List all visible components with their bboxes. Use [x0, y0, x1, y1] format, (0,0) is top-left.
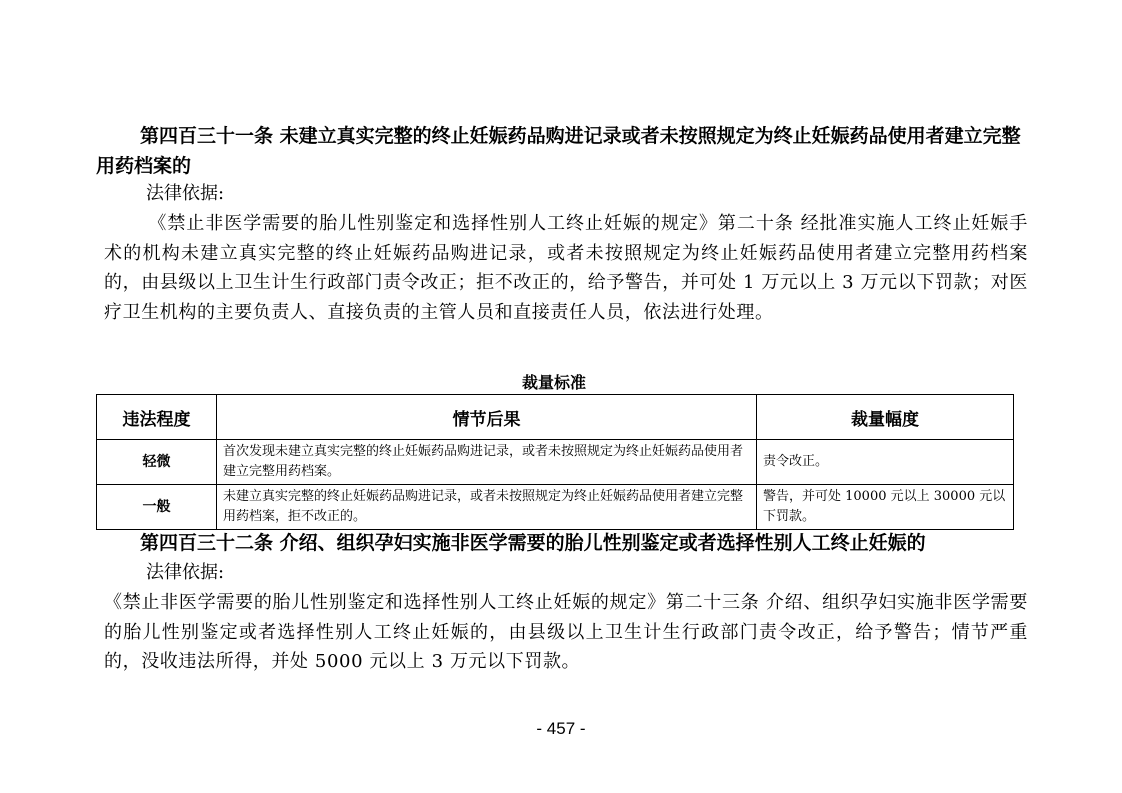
- row-level: 轻微: [97, 440, 217, 485]
- table-caption: 裁量标准: [521, 373, 586, 392]
- article-432-basis-paragraph: [104, 588, 1028, 677]
- article-432-heading: [96, 528, 1036, 558]
- discretion-standard-table: [96, 394, 1014, 530]
- article-431-heading: [96, 121, 1036, 181]
- table-row: [97, 485, 1014, 530]
- header-violation-level: 违法程度: [97, 395, 217, 440]
- page-number: - 457 -: [536, 719, 586, 738]
- table-row: [97, 440, 1014, 485]
- row-circumstance: 未建立真实完整的终止妊娠药品购进记录，或者未按照规定为终止妊娠药品使用者建立完整用药档案，拒不改正的。: [217, 485, 757, 530]
- article-431-heading-text: 第四百三十一条 未建立真实完整的终止妊娠药品购进记录或者未按照规定为终止妊娠药品使用者建立完整用药档案的: [96, 125, 1021, 177]
- article-432-heading-text: 第四百三十二条 介绍、组织孕妇实施非医学需要的胎儿性别鉴定或者选择性别人工终止妊娠的: [140, 532, 926, 554]
- row-range: 警告，并可处 10000 元以上 30000 元以下罚款。: [757, 485, 1014, 530]
- article-432-basis-text: 《禁止非医学需要的胎儿性别鉴定和选择性别人工终止妊娠的规定》第二十三条 介绍、组织孕妇实施非医学需要的胎儿性别鉴定或者选择性别人工终止妊娠的，由县级以上卫生计生行政部门责令改正，给予警告；情节严重的，没收违法所得，并处 5000 元以上 3 万元以下罚款。: [104, 592, 1028, 672]
- article-431-basis-text: 《禁止非医学需要的胎儿性别鉴定和选择性别人工终止妊娠的规定》第二十条 经批准实施人工终止妊娠手术的机构未建立真实完整的终止妊娠药品购进记录，或者未按照规定为终止妊娠药品使用者建立完整用药档案的，由县级以上卫生计生行政部门责令改正；拒不改正的，给予警告，并可处 1 万元以上 3 万元以下罚款；对医疗卫生机构的主要负责人、直接负责的主管人员和直接责任人员，依法进行处理。: [104, 213, 1028, 323]
- article-431-basis-paragraph: [104, 209, 1028, 327]
- article-432-basis-label: 法律依据:: [146, 562, 225, 583]
- header-circumstance: 情节后果: [217, 395, 757, 440]
- row-range: 责令改正。: [757, 440, 1014, 485]
- article-431-basis-label: 法律依据:: [146, 183, 225, 204]
- row-level: 一般: [97, 485, 217, 530]
- row-circumstance: 首次发现未建立真实完整的终止妊娠药品购进记录，或者未按照规定为终止妊娠药品使用者建立完整用药档案。: [217, 440, 757, 485]
- table-header-row: [97, 395, 1014, 440]
- header-penalty-range: 裁量幅度: [757, 395, 1014, 440]
